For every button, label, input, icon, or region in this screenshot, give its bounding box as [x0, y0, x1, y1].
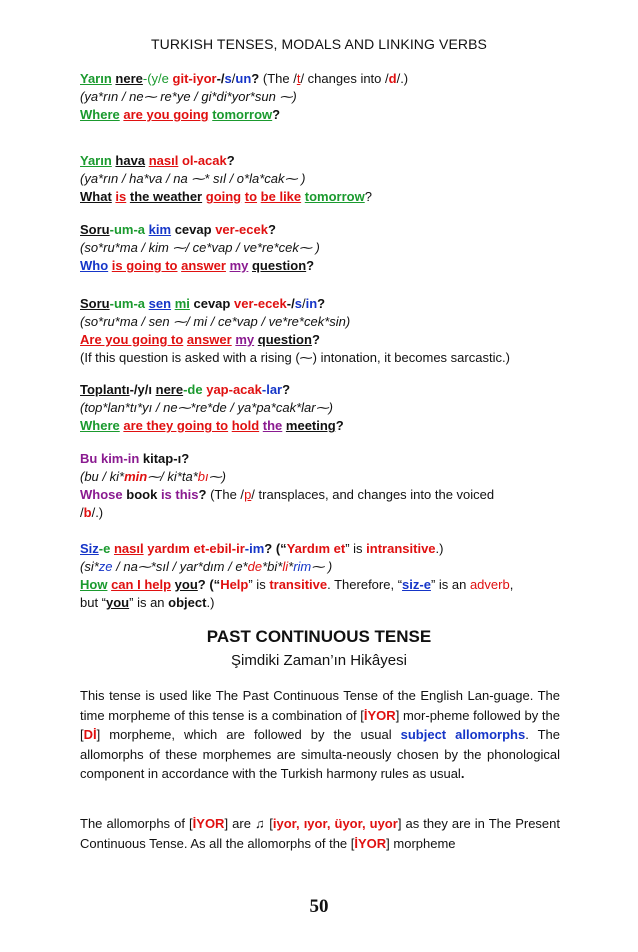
punct: ?	[317, 296, 326, 311]
word: Soru	[80, 296, 110, 311]
punct: ?	[335, 418, 344, 433]
word: Siz	[80, 541, 99, 556]
note-term: intransitive	[366, 541, 436, 556]
word: cevap	[174, 222, 212, 237]
word: mi	[174, 296, 190, 311]
example-6	[80, 450, 560, 522]
pronunciation-line	[80, 558, 560, 576]
note-term: adverb	[469, 577, 510, 592]
suffix: in	[305, 296, 318, 311]
note: ” is an	[129, 595, 169, 610]
note-letter: b	[83, 505, 92, 520]
word: question	[251, 258, 307, 273]
word: kim	[100, 451, 124, 466]
suffix: -um	[109, 296, 134, 311]
suffix: -de	[183, 382, 203, 397]
punct: ?	[272, 107, 281, 122]
suffix: -um	[109, 222, 134, 237]
suffix: un	[235, 71, 252, 86]
word: meeting	[285, 418, 336, 433]
morpheme: İYOR	[354, 835, 387, 851]
paragraph-2	[80, 814, 560, 853]
suffix: -lar	[261, 382, 283, 397]
word: kim	[148, 222, 172, 237]
note: .)	[435, 541, 444, 556]
word: Yarın	[80, 153, 112, 168]
punct: ?	[282, 382, 291, 397]
word: Soru	[80, 222, 110, 237]
word: Yarın	[80, 71, 112, 86]
turkish-line	[80, 70, 560, 88]
english-line	[80, 417, 560, 435]
example-1	[80, 70, 560, 124]
word: are you going	[123, 107, 209, 122]
word: yap	[206, 382, 229, 397]
pronunciation-line: (top*lan*tı*yı / ne⁓*re*de / ya*pa*cak*lar⁓)	[80, 400, 333, 415]
text: ] mor-pheme followed by the [	[80, 707, 560, 742]
turkish-line	[80, 381, 560, 399]
pronunciation-line: (so*ru*ma / kim ⁓/ ce*vap / ve*re*cek⁓ )	[80, 240, 320, 255]
punct: ?	[267, 222, 276, 237]
note: ,	[509, 577, 514, 592]
suffix: s	[294, 296, 302, 311]
stressed-syllable: li	[282, 559, 289, 574]
word: How	[80, 577, 108, 592]
word: nere	[155, 382, 184, 397]
english-line	[80, 106, 560, 124]
word: book	[126, 487, 158, 502]
punct: ?	[306, 258, 315, 273]
note: .)	[206, 595, 215, 610]
word: the	[262, 418, 283, 433]
punct: ?	[198, 487, 207, 502]
suffix: -im	[244, 541, 265, 556]
word: Where	[80, 418, 120, 433]
punct: ?	[181, 451, 190, 466]
running-header: TURKISH TENSES, MODALS AND LINKING VERBS	[151, 36, 487, 52]
word: nasıl	[148, 153, 179, 168]
note: / transplaces, and changes into the voiced	[251, 487, 495, 502]
english-line	[80, 331, 560, 349]
suffix: -in	[123, 451, 140, 466]
suffix: -/y/ı	[129, 382, 152, 397]
word: Bu	[80, 451, 98, 466]
note-term: siz-e	[402, 577, 431, 592]
word: nere	[115, 71, 143, 86]
example-5	[80, 381, 560, 435]
word: Whose	[80, 487, 123, 502]
suffix: -ı	[173, 451, 182, 466]
paragraph-1	[80, 686, 560, 784]
text: The allomorphs of [	[80, 816, 193, 831]
note: ” is an	[430, 577, 470, 592]
note-term: you	[106, 595, 130, 610]
suffix: -ir	[231, 541, 245, 556]
word: Who	[80, 258, 109, 273]
stressed-syllable: min	[124, 469, 148, 484]
syllables: (bu / ki*	[80, 469, 125, 484]
note-term: Help	[220, 577, 249, 592]
word: nasıl	[113, 541, 144, 556]
punct: ?	[364, 189, 372, 204]
word: answer	[186, 332, 232, 347]
turkish-line	[80, 152, 560, 170]
turkish-line	[80, 295, 560, 313]
word: kitap	[142, 451, 174, 466]
word: can I help	[111, 577, 172, 592]
word: cevap	[193, 296, 231, 311]
suffix: -/	[216, 71, 225, 86]
slash: /	[301, 296, 306, 311]
word: hava	[115, 153, 146, 168]
suffix: -(y/e	[142, 71, 169, 86]
text: This tense is used like The Past Continuous Tense of the English Lan-guage. The time morpheme of this tense is a combination of [	[80, 688, 560, 723]
section-title: PAST CONTINUOUS TENSE	[206, 627, 432, 646]
syllables: ⁓/ ki*ta*	[147, 469, 198, 484]
syllables: *bi*	[262, 559, 283, 574]
stressed-syllable: rim	[293, 559, 312, 574]
note: / changes into /	[300, 71, 389, 86]
note: (The /	[262, 71, 297, 86]
punct: ?	[311, 332, 320, 347]
note: /.)	[91, 505, 104, 520]
example-7	[80, 540, 560, 612]
allomorphs: iyor, ıyor, üyor, uyor	[272, 816, 398, 831]
word: Toplantı	[80, 382, 130, 397]
morpheme: Dİ	[83, 727, 97, 742]
note: /	[80, 505, 84, 520]
word: tomorrow	[304, 189, 365, 204]
turkish-line	[80, 450, 560, 468]
word: sen	[148, 296, 172, 311]
word: What	[80, 189, 112, 204]
note: . Therefore, “	[327, 577, 403, 592]
turkish-line	[80, 221, 560, 239]
pronunciation-line: (ya*rın / ha*va / na ⁓* sıl / o*la*cak⁓ )	[80, 171, 306, 186]
word: you	[174, 577, 198, 592]
text: . The allomorphs of these morphemes are simulta-neously chosen by the phonological component in accordance with the Turkish harmony rules as usual	[80, 727, 561, 781]
word: git	[172, 71, 189, 86]
pronunciation-line	[80, 468, 560, 486]
note-term: Yardım et	[286, 541, 346, 556]
text: ] morpheme	[386, 835, 456, 851]
stressed-syllable: bı	[197, 469, 209, 484]
turkish-line	[80, 540, 560, 558]
word: ver	[233, 296, 254, 311]
word: tomorrow	[212, 107, 273, 122]
syllables: *	[288, 559, 294, 574]
example-2	[80, 152, 560, 206]
english-line	[80, 188, 560, 206]
text: ] morpheme, which are followed by the usual	[96, 727, 401, 742]
word: question	[257, 332, 312, 347]
suffix: -iyor	[188, 71, 217, 86]
word: is	[115, 189, 127, 204]
slash: /	[231, 71, 236, 86]
english-line	[80, 257, 560, 275]
english-line	[80, 486, 560, 504]
word: et	[193, 541, 206, 556]
english-line	[80, 576, 560, 594]
section-subtitle: Şimdiki Zaman’ın Hikâyesi	[231, 652, 407, 669]
word: the weather	[129, 189, 203, 204]
syllables: ⁓)	[208, 469, 226, 484]
syllables: (si*	[80, 559, 99, 574]
suffix: -a	[133, 222, 146, 237]
word: going	[205, 189, 242, 204]
text: ] as they are in The Present Continuous Tense. As all the allomorphs of the [	[80, 816, 561, 851]
term: subject allomorphs	[400, 727, 526, 742]
pronunciation-line: (so*ru*ma / sen ⁓/ mi / ce*vap / ve*re*cek*sin)	[80, 314, 351, 329]
note: ? (“	[197, 577, 221, 592]
text: .	[460, 766, 465, 781]
example-3	[80, 221, 560, 275]
word: is this	[160, 487, 199, 502]
word: to	[244, 189, 258, 204]
punct: ?	[226, 153, 235, 168]
suffix: -ecek	[234, 222, 268, 237]
suffix: -ecek	[253, 296, 287, 311]
note: ” is	[345, 541, 367, 556]
word: hold	[231, 418, 260, 433]
pronunciation-line: (ya*rın / ne⁓ re*ye / gi*di*yor*sun ⁓)	[80, 89, 297, 104]
word: my	[235, 332, 255, 347]
word: are they going to	[123, 418, 229, 433]
note-term: object	[168, 595, 207, 610]
punct: ?	[251, 71, 260, 86]
note-letter: p	[244, 487, 252, 502]
page-number: 50	[309, 896, 329, 917]
note: /.)	[396, 71, 409, 86]
syllables: / na⁓*sıl / yar*dım / e*	[112, 559, 248, 574]
word: is going to	[111, 258, 178, 273]
note: ? (“	[264, 541, 287, 556]
suffix: -a	[133, 296, 146, 311]
word: yardım	[147, 541, 190, 556]
suffix: s	[224, 71, 232, 86]
text: ] are ♫ [	[224, 816, 273, 831]
morpheme: İYOR	[363, 707, 396, 723]
word: my	[229, 258, 249, 273]
example-4	[80, 295, 560, 367]
stressed-syllable: ze	[98, 559, 113, 574]
word: be like	[260, 189, 302, 204]
note-continuation	[80, 504, 560, 522]
note-continuation	[80, 594, 560, 612]
note-letter: d	[388, 71, 397, 86]
suffix: -/	[286, 296, 295, 311]
suffix: -acak	[228, 382, 262, 397]
note: ” is	[248, 577, 270, 592]
word: Are you going to	[80, 332, 184, 347]
suffix: -ebil	[205, 541, 232, 556]
suffix: -acak	[193, 153, 227, 168]
word: ol	[181, 153, 194, 168]
intonation-note: (If this question is asked with a rising (⁓) intonation, it becomes sarcastic.)	[80, 350, 510, 365]
word: answer	[181, 258, 226, 273]
note-term: transitive	[269, 577, 328, 592]
word: Where	[80, 107, 120, 122]
note: but “	[80, 595, 107, 610]
stressed-syllable: de	[247, 559, 263, 574]
note-letter: t	[296, 71, 301, 86]
morpheme: İYOR	[192, 816, 225, 831]
syllables: ⁓ )	[311, 559, 333, 574]
suffix: -e	[98, 541, 111, 556]
note: (The /	[210, 487, 245, 502]
word: ver	[215, 222, 235, 237]
